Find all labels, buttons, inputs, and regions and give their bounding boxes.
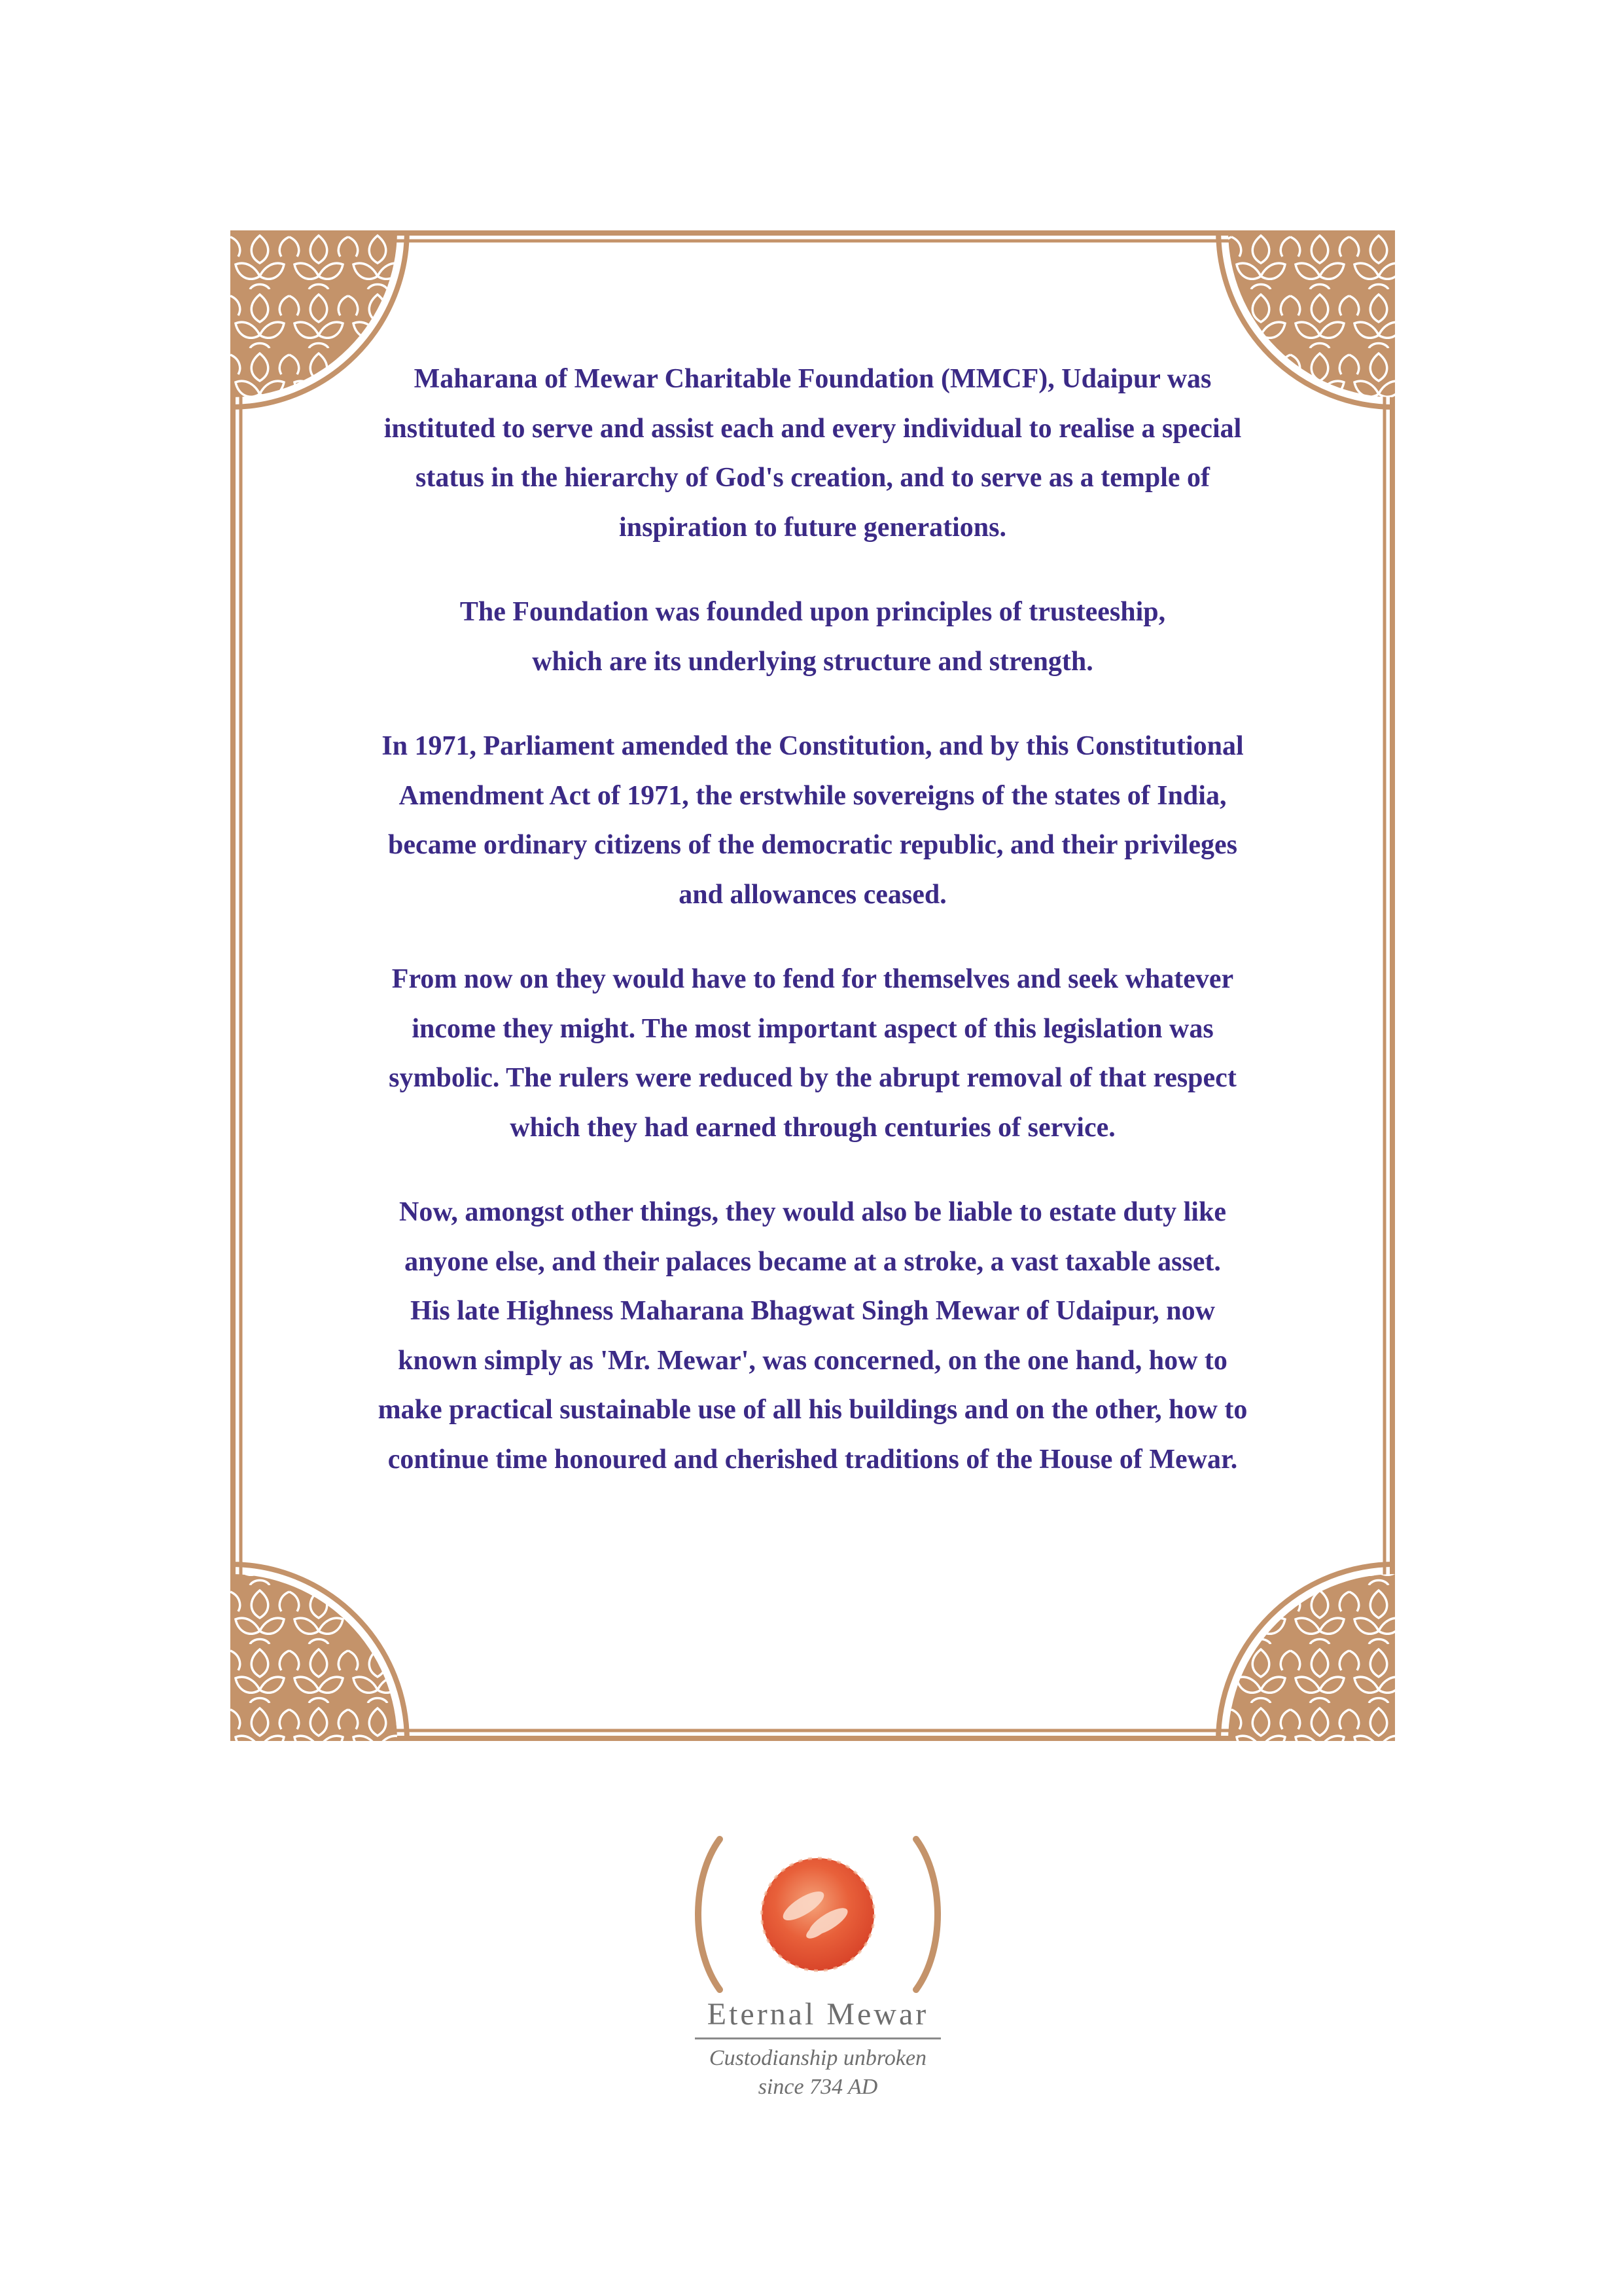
- logo-name: Eternal Mewar: [707, 1997, 929, 2032]
- paragraph-mmcf-intro: [328, 355, 1297, 552]
- text-line: symbolic. The rulers were reduced by the abrupt removal of that respect: [389, 1063, 1237, 1093]
- text-line: From now on they would have to fend for themselves and seek whatever: [391, 964, 1234, 994]
- body-text: [328, 355, 1297, 1520]
- text-line: His late Highness Maharana Bhagwat Singh Mewar of Udaipur, now: [410, 1296, 1215, 1326]
- tagline-line-2: since 734 AD: [758, 2075, 878, 2099]
- right-parenthesis: [916, 1839, 938, 1990]
- text-line: In 1971, Parliament amended the Constitution, and by this Constitutional: [381, 731, 1244, 761]
- text-line: income they might. The most important aspect of this legislation was: [412, 1013, 1214, 1044]
- text-line: which they had earned through centuries of service.: [510, 1112, 1116, 1143]
- text-line: Maharana of Mewar Charitable Foundation (MMCF), Udaipur was: [414, 364, 1212, 394]
- text-line: and allowances ceased.: [679, 879, 947, 910]
- paragraph-estate-duty: [328, 1188, 1297, 1484]
- corner-ornament-bottom-left: [230, 1564, 407, 1741]
- sun-disc: [762, 1858, 874, 1971]
- logo-tagline: [687, 2044, 949, 2102]
- eternal-mewar-logo: [687, 1826, 949, 2114]
- text-line: make practical sustainable use of all his buildings and on the other, how to: [378, 1395, 1248, 1425]
- tagline-line-1: Custodianship unbroken: [709, 2046, 927, 2070]
- corner-ornament-bottom-right: [1218, 1564, 1395, 1741]
- text-line: Now, amongst other things, they would also be liable to estate duty like: [399, 1197, 1226, 1227]
- text-line: status in the hierarchy of God's creation, and to serve as a temple of: [415, 463, 1210, 493]
- left-parenthesis: [698, 1839, 720, 1990]
- text-line: The Foundation was founded upon principles of trusteeship,: [459, 597, 1166, 627]
- logo-emblem: [687, 1826, 949, 2003]
- text-line: anyone else, and their palaces became at a stroke, a vast taxable asset.: [404, 1246, 1221, 1277]
- text-line: known simply as 'Mr. Mewar', was concerned, on the one hand, how to: [398, 1345, 1227, 1376]
- logo-divider: [695, 2037, 941, 2039]
- text-line: inspiration to future generations.: [619, 512, 1006, 543]
- paragraph-trusteeship: [328, 588, 1297, 687]
- text-line: continue time honoured and cherished traditions of the House of Mewar.: [387, 1444, 1238, 1475]
- text-line: instituted to serve and assist each and every individual to realise a special: [383, 413, 1242, 444]
- text-line: became ordinary citizens of the democratic republic, and their privileges: [388, 830, 1237, 860]
- ornamental-frame: [230, 230, 1395, 1741]
- paragraph-legislation-impact: [328, 955, 1297, 1153]
- text-line: which are its underlying structure and strength.: [532, 646, 1093, 677]
- paragraph-1971-amendment: [328, 722, 1297, 920]
- text-line: Amendment Act of 1971, the erstwhile sovereigns of the states of India,: [398, 780, 1227, 811]
